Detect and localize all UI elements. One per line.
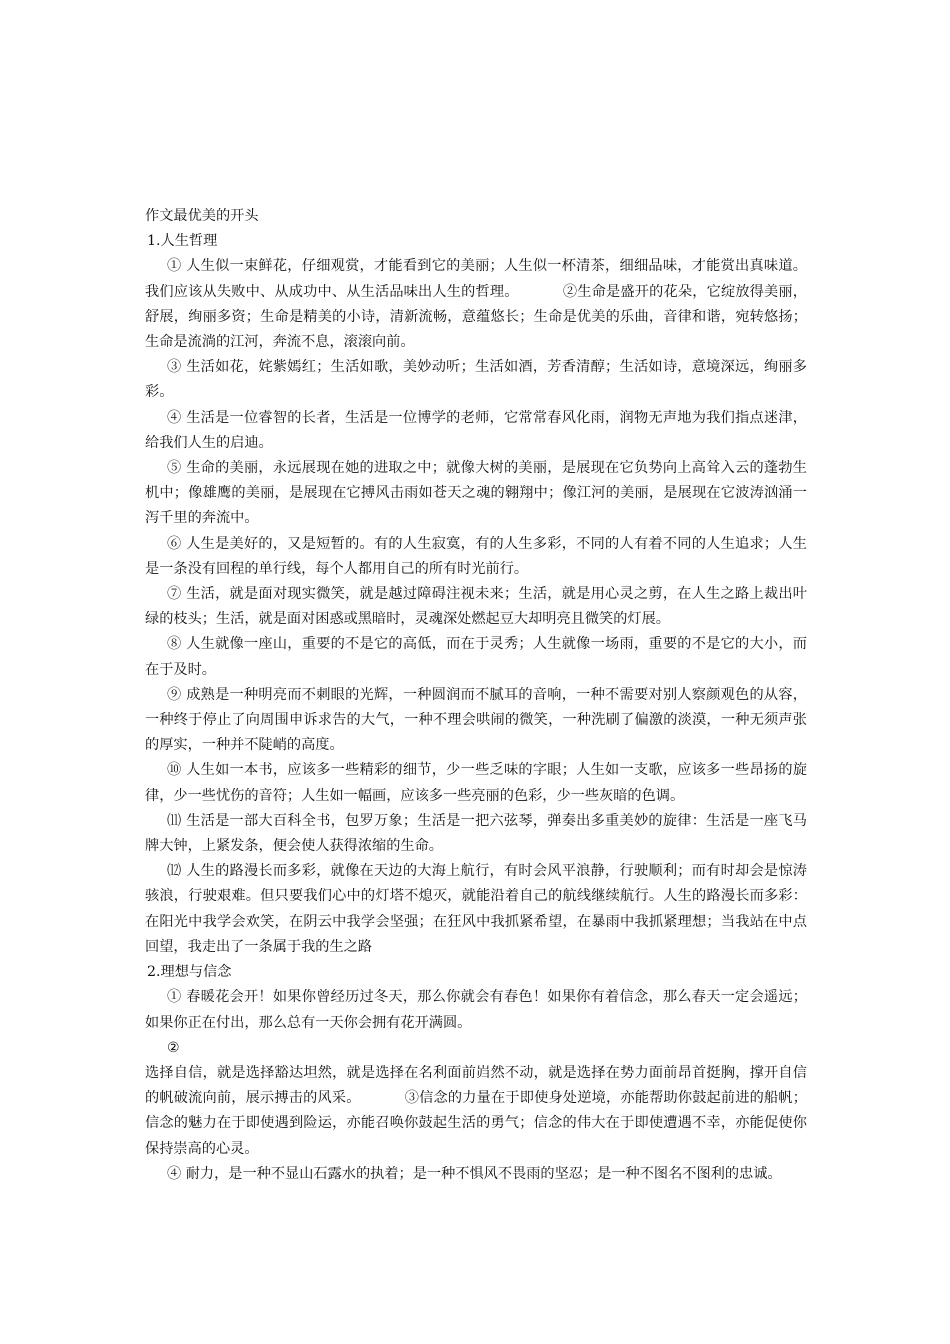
- paragraph: ⑦ 生活，就是面对现实微笑，就是越过障碍注视未来；生活，就是用心灵之剪，在人生之路上裁出叶绿的枝头；生活，就是面对困惑或黑暗时，灵魂深处燃起豆大却明亮且微笑的灯展。: [145, 586, 807, 628]
- paragraph-text: 选择自信，就是选择豁达坦然，就是选择在名利面前岿然不动，就是选择在势力面前昂首挺胸，撑开自信的帆破流向前，展示搏击的风采。: [145, 1064, 807, 1107]
- section-heading-philosophy: 1.人生哲理: [147, 233, 218, 250]
- paragraph: ④ 耐力，是一种不显山石露水的执着；是一种不惧风不畏雨的坚忍；是一种不图名不图利的忠诚。: [167, 1165, 782, 1182]
- paragraph: ⑤ 生命的美丽，永远展现在她的进取之中；就像大树的美丽，是展现在它负势向上高耸入云的蓬勃生机中；像雄鹰的美丽，是展现在它搏风击雨如苍天之魂的翱翔中；像江河的美丽，是展现在它波涛汹涌一泻千里的奔流中。: [145, 460, 807, 527]
- paragraph: ⑩ 人生如一本书，应该多一些精彩的细节，少一些乏味的字眼；人生如一支歌，应该多一些昂扬的旋律，少一些忧伤的音符；人生如一幅画，应该多一些亮丽的色彩，少一些灰暗的色调。: [145, 762, 807, 804]
- document-page: [145, 204, 807, 1187]
- paragraph: ⑨ 成熟是一种明亮而不刺眼的光辉，一种圆润而不腻耳的音响，一种不需要对别人察颜观色的从容，一种终于停止了向周围申诉求告的大气，一种不理会哄闹的微笑，一种洗刷了偏激的淡漠，一种无须声张的厚实，一种并不陡峭的高度。: [145, 686, 807, 754]
- paragraph: ②: [167, 1039, 180, 1056]
- paragraph: ③ 生活如花，姹紫嫣红；生活如歌，美妙动听；生活如酒，芳香清醇；生活如诗，意境深远，绚丽多彩。: [145, 359, 807, 401]
- paragraph: [145, 1061, 807, 1162]
- paragraph-text: ③信念的力量在于即使身处逆境，亦能帮助你鼓起前进的船帆；信念的魅力在于即使遇到险运，亦能召唤你鼓起生活的勇气；信念的伟大在于即使遭遇不幸，亦能促使你保持崇高的心灵。: [145, 1090, 807, 1157]
- section-heading-ideals: 2.理想与信念: [147, 964, 232, 981]
- paragraph: ⑥ 人生是美好的，又是短暂的。有的人生寂寞，有的人生多彩，不同的人有着不同的人生追求；人生是一条没有回程的单行线，每个人都用自己的所有时光前行。: [145, 535, 807, 577]
- paragraph: ⑿ 人生的路漫长而多彩，就像在天边的大海上航行，有时会风平浪静，行驶顺利；而有时却会是惊涛骇浪，行驶艰难。但只要我们心中的灯塔不熄灭，就能沿着自己的航线继续航行。人生的路漫长而多彩：在阳光中我学会欢笑，在阴云中我学会坚强；在狂风中我抓紧希望，在暴雨中我抓紧理想；当我站在中点回望，我走出了一条属于我的生之路: [145, 863, 807, 955]
- paragraph-text: ②生命是盛开的花朵，它绽放得美丽，舒展，绚丽多资；生命是精美的小诗，清新流畅，意蕴悠长；生命是优美的乐曲，音律和谐，宛转悠扬；生命是流淌的江河，奔流不息，滚滚向前。: [145, 283, 807, 351]
- paragraph: ⑧ 人生就像一座山，重要的不是它的高低，而在于灵秀；人生就像一场雨，重要的不是它的大小，而在于及时。: [145, 636, 807, 678]
- paragraph: ⑾ 生活是一部大百科全书，包罗万象；生活是一把六弦琴，弹奏出多重美妙的旋律：生活是一座飞马牌大钟，上紧发条，便会使人获得浓缩的生命。: [145, 812, 807, 855]
- paragraph: ① 春暖花会开！如果你曾经历过冬天，那么你就会有春色！如果你有着信念，那么春天一定会遥远；如果你正在付出，那么总有一天你会拥有花开满圆。: [145, 989, 807, 1031]
- document-title: 作文最优美的开头: [145, 208, 259, 224]
- paragraph: ④ 生活是一位睿智的长者，生活是一位博学的老师，它常常春风化雨，润物无声地为我们指点迷津，给我们人生的启迪。: [145, 409, 807, 451]
- paragraph: [145, 254, 807, 355]
- paragraph-text: ① 人生似一束鲜花，仔细观赏，才能看到它的美丽；人生似一杯清茶，细细品味，才能赏出真味道。我们应该从失败中、从成功中、从生活品味出人生的哲理。: [145, 258, 807, 300]
